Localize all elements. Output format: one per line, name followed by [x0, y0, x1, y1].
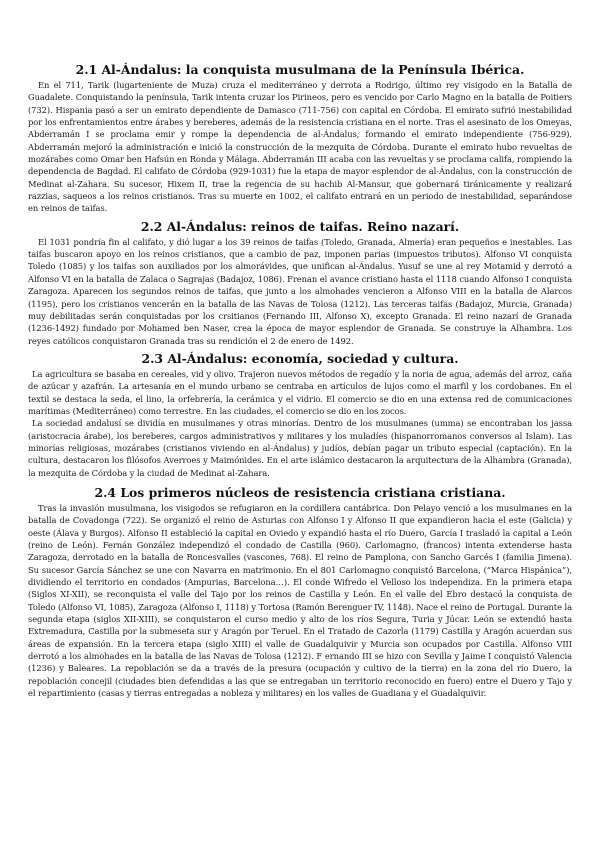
section-2-3 — [28, 351, 572, 479]
section-paragraph: El 1031 pondría fin al califato, y dió lugar a los 39 reinos de taifas (Toledo, Granada, Almería) eran pequeños e inestables. Las taifas buscaron apoyo en los reinos cristianos, que a cambio de paz, imponen parias (impuestos tributos). Alfonso VI conquista Toledo (1085) y los taifas son auxiliados por los almorávides, que unifican al-Ándalus. Yusuf se une al rey Motamid y derrotó a Alfonso VI en la batalla de Zalaca o Sagrajas (Badajoz, 1086). Frenan el avance cristiano hasta el 1118 cuando Alfonso I conquista Zaragoza. Aparecen los segundos reinos de taifas, que junto a los almohades vencieron a Alfonso VIII en la batalla de Alarcos (1195), pero los cristianos vencerán en la batalla de las Navas de Tolosa (1212). Las terceras taifas (Badajoz, Murcia, Granada) muy debilitadas serán conquistadas por los crsitianos (Fernando III, Alfonso X), excepto Granada. El reino nazarí de Granada (1236-1492) fundado por Mohamed ben Naser, crea la época de mayor esplendor de Granada. Se construye la Alhambra. Los reyes católicos conquistaron Granada tras su rendición el 2 de enero de 1492. — [28, 236, 572, 346]
section-paragraph: La agricultura se basaba en cereales, vid y olivo. Trajeron nuevos métodos de regadío y la noria de agua, además del arroz, caña de azúcar y azafrán. La artesanía en el mundo urbano se centraba en artículos de lujos como el marfil y los cordobanes. En el textil se destaca la seda, el lino, la orfebrería, la cerámica y el vidrio. El comercio se dio en una extensa red de comunicaciones marítimas (Mediterráneo) como terrestre. En las ciudades, el comercio se dio en los zocos. — [28, 368, 572, 416]
section-title: 2.2 Al-Ándalus: reinos de taifas. Reino nazarí. — [140, 218, 460, 234]
section-paragraph: Tras la invasión musulmana, los visigodos se refugiaron en la cordillera cantábrica. Don Pelayo venció a los musulmanes en la batalla de Covadonga (722). Se organizó el reino de Asturias con Alfonso I y Alfonso II que expandieron hacia el este (Galicia) y oeste (Álava y Burgos). Alfonso II estableció la capital en Oviedo y expandió hasta el río Duero, García I trasladó la capital a León (reino de León). Fernán González independizó el condado de Castilla (960). Carlomagno, (francos) intenta extenderse hasta Zaragoza, derrotado en la batalla de Roncesvalles (vascones, 768). El reino de Pamplona, con Sancho Garcés I (familia Jimena). Su sucesor García Sánchez se une con Navarra en matrimonio. En el 801 Carlomagno conquistó Barcelona, (“Marca Hispánica”), dividiendo el territorio en condados (Ampurias, Barcelona…). El conde Wifredo el Velloso los independiza. En la primera etapa (Siglos XI-XII), se reconquista el valle del Tajo por los reinos de Castilla y León. En el valle del Ebro destacó la conquista de Toledo (Alfonso VI, 1085), Zaragoza (Alfonso I, 1118) y Tortosa (Ramón Berenguer IV, 1148). Nace el reino de Portugal. Durante la segunda etapa (siglos XII-XIII), se conquistaron el curso medio y alto de los ríos Segura, Turia y Júcar. León se extendió hasta Extremadura, Castilla por la submeseta sur y Aragón por Teruel. En el Tratado de Cazorla (1179) Castilla y Aragón acuerdan sus áreas de expansión. En la tercera etapa (siglo XIII) el valle de Guadalquivir y Murcia son ocupados por Castilla. Alfonso VIII derrotó a los almohades en la batalla de las Navas de Tolosa (1212). F ernando III se hizo con Sevilla y Jaime I conquistó Valencia (1236) y Baleares. La repoblación se da a través de la presura (ocupación y cultivo de la tierra) en la zona del río Duero, la repoblación concejil (ciudades bien defendidas a las que se entregaban un territorio reconocido en fuero) entre el Duero y Tajo y el repartimiento (casas y tierras entregadas a nobleza y militares) en los valles de Guadiana y el Guadalquivir. — [28, 502, 572, 699]
section-2-4 — [28, 485, 572, 700]
section-title: 2.3 Al-Ándalus: economía, sociedad y cultura. — [141, 350, 459, 366]
section-2-1 — [28, 62, 572, 215]
section-2-2 — [28, 219, 572, 347]
section-paragraph: La sociedad andalusí se dividía en musulmanes y otras minorías. Dentro de los musulmanes (umma) se encontraban los jassa (aristocracia árabe), los bereberes, cargos administrativos y militares y los muladíes (hispanorromanos conversos al Islam). Las minorías religiosas, mozárabes (cristianos viviendo en al-Ándalus) y judíos, debían pagar un tributo especial (captación). En la cultura, destacaron los filósofos Averroes y Maimónides. En el arte islámico destacaron la arquitectura de la Alhambra (Granada), la mezquita de Córdoba y la ciudad de Medinat al-Zahara. — [28, 418, 572, 478]
section-title: 2.1 Al-Ándalus: la conquista musulmana de la Península Ibérica. — [75, 62, 525, 77]
section-paragraph: En el 711, Tarik (lugarteniente de Muza) cruza el mediterráneo y derrota a Rodrigo, último rey visigodo en la Batalla de Guadalete. Conquistando la península, Tarik intenta cruzar los Pirineos, pero es vencido por Carlo Magno en la batalla de Poitiers (732). Hispania pasó a ser un emirato dependiente de Damasco (711-756) con capital en Córdoba. El emirato sufrió inestabilidad por los enfrentamientos entre árabes y bereberes, además de la resistencia cristiana en el norte. Tras el asesinato de los Omeyas, Abderramán I se proclama emir y rompe la dependencia de al-Ándalus, formando el emirato independiente (756-929). Abderramán mejoró la administración e inició la construcción de la mezquita de Córdoba. Durante el emirato hubo revueltas de mozárabes como Omar ben Hafsún en Ronda y Málaga. Abderramán III acaba con las revueltas y se proclama califa, rompiendo la dependencia de Bagdad. El califato de Córdoba (929-1031) fue la etapa de mayor esplendor de al-Ándalus, con la construcción de Medinat al-Zahara. Su sucesor, Hixem II, trae la regencia de su hachib Al-Mansur, que gobernará tiránicamente y realizará razzias, saqueos a los reinos cristianos. Tras su muerte en 1002, el califato entrará en un periodo de inestabilidad, separándose en reinos de taifas. — [28, 80, 572, 214]
section-title: 2.4 Los primeros núcleos de resistencia cristiana cristiana. — [94, 484, 506, 500]
